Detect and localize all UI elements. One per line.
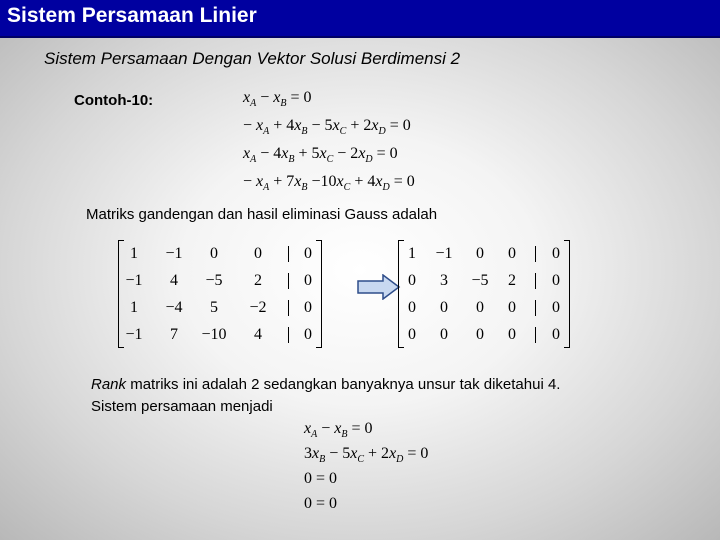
reduced-cell-r3c4: 0 — [508, 299, 516, 316]
augmented-cell-r2c2: 4 — [170, 272, 178, 289]
reduced-cell-r1c5: 0 — [552, 245, 560, 262]
augmented-cell-r2c3: −5 — [205, 272, 223, 289]
augment-divider — [535, 273, 536, 289]
title-bar — [0, 0, 720, 38]
augment-divider — [535, 327, 536, 343]
augment-divider — [535, 246, 536, 262]
reduced-cell-r4c1: 0 — [408, 326, 416, 343]
reduced-cell-r2c2: 3 — [440, 272, 448, 289]
augmented-cell-r4c2: 7 — [170, 326, 178, 343]
augmented-cell-r3c3: 5 — [210, 299, 218, 316]
reduced-cell-r2c4: 2 — [508, 272, 516, 289]
arrow-shape — [358, 275, 399, 299]
equation-4: − $x_A + 7x_B -10x_C + 4x_D = 0$ — [243, 173, 415, 193]
right-arrow-icon — [357, 274, 401, 300]
reduced-cell-r3c1: 0 — [408, 299, 416, 316]
equation-1: $x_A - x_B = 0$ — [243, 89, 312, 109]
rank-note-text: matriks ini adalah 2 sedangkan banyaknya unsur tak diketahui 4. — [126, 376, 561, 393]
reduced-cell-r2c1: 0 — [408, 272, 416, 289]
reduced-cell-r4c2: 0 — [440, 326, 448, 343]
reduced-cell-r2c5: 0 — [552, 272, 560, 289]
result-equation-3: 0 = 0 — [304, 470, 338, 487]
slide-title: Sistem Persamaan Linier — [7, 4, 257, 27]
augment-divider — [288, 300, 289, 316]
augmented-cell-r3c5: 0 — [304, 299, 312, 316]
reduced-cell-r1c4: 0 — [508, 245, 516, 262]
example-label: Contoh-10: — [74, 92, 154, 109]
matrix-intro-sentence: Matriks gandengan dan hasil eliminasi Gauss adalah — [86, 206, 438, 223]
equation-3: $x_A - 4x_B + 5x_C - 2x_D = 0$ — [243, 145, 398, 165]
rank-term: Rank — [91, 376, 127, 393]
augmented-cell-r4c4: 4 — [254, 326, 262, 343]
augmented-cell-r4c5: 0 — [304, 326, 312, 343]
augmented-cell-r4c3: −10 — [201, 326, 227, 343]
augment-divider — [288, 246, 289, 262]
augmented-cell-r3c4: −2 — [249, 299, 267, 316]
result-equation-2: $3x_B - 5x_C + 2x_D = 0$ — [304, 445, 429, 465]
result-equation-4: 0 = 0 — [304, 495, 338, 512]
augmented-cell-r2c5: 0 — [304, 272, 312, 289]
rank-note — [91, 374, 560, 418]
augmented-cell-r4c1: −1 — [125, 326, 143, 343]
equation-2: − $x_A + 4x_B - 5x_C + 2x_D = 0$ — [243, 117, 411, 137]
reduced-cell-r4c5: 0 — [552, 326, 560, 343]
rank-note-line2: Sistem persamaan menjadi — [91, 398, 273, 415]
augmented-cell-r1c3: 0 — [210, 245, 218, 262]
augmented-matrix — [118, 240, 322, 348]
reduced-cell-r3c2: 0 — [440, 299, 448, 316]
reduced-cell-r1c1: 1 — [408, 245, 416, 262]
reduced-cell-r1c2: −1 — [435, 245, 453, 262]
augment-divider — [288, 327, 289, 343]
augment-divider — [535, 300, 536, 316]
augment-divider — [288, 273, 289, 289]
slide-subtitle: Sistem Persamaan Dengan Vektor Solusi Berdimensi 2 — [44, 49, 461, 68]
reduced-cell-r4c4: 0 — [508, 326, 516, 343]
augmented-cell-r2c4: 2 — [254, 272, 262, 289]
augmented-cell-r1c1: 1 — [130, 245, 138, 262]
reduced-cell-r3c5: 0 — [552, 299, 560, 316]
augmented-cell-r3c1: 1 — [130, 299, 138, 316]
reduced-cell-r1c3: 0 — [476, 245, 484, 262]
reduced-cell-r4c3: 0 — [476, 326, 484, 343]
augmented-cell-r1c4: 0 — [254, 245, 262, 262]
augmented-cell-r1c2: −1 — [165, 245, 183, 262]
augmented-cell-r2c1: −1 — [125, 272, 143, 289]
reduced-matrix — [398, 240, 570, 348]
augmented-cell-r1c5: 0 — [304, 245, 312, 262]
reduced-cell-r3c3: 0 — [476, 299, 484, 316]
augmented-cell-r3c2: −4 — [165, 299, 183, 316]
result-equation-1: $x_A - x_B = 0$ — [304, 420, 373, 440]
reduced-cell-r2c3: −5 — [471, 272, 489, 289]
